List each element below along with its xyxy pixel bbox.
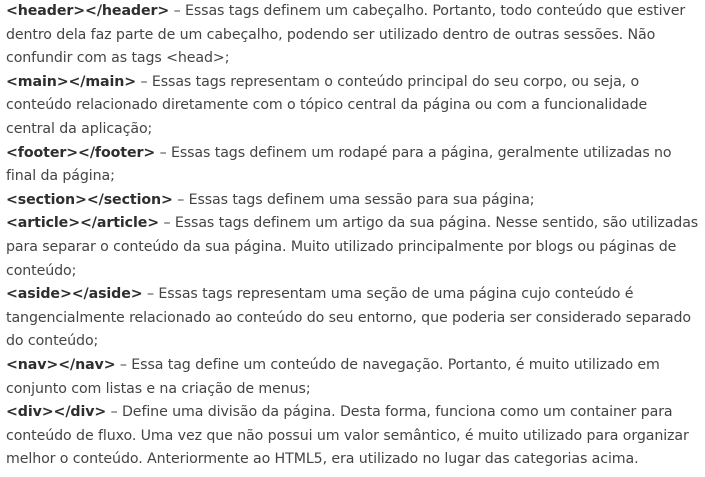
tag-name: <div></div> <box>6 404 107 421</box>
entry-header <box>6 0 699 71</box>
entry-nav <box>6 354 699 401</box>
tag-name: <nav></nav> <box>6 356 116 373</box>
tag-description: – Essas tags definem um artigo da sua página. Nesse sentido, são utilizadas para separar o conteúdo da sua página. Muito utilizado principalmente por blogs ou páginas de conteúdo; <box>6 215 699 279</box>
tag-name: <aside></aside> <box>6 286 143 303</box>
tag-description: – Essas tags definem um rodapé para a página, geralmente utilizadas no final da página; <box>6 144 672 185</box>
entry-aside <box>6 283 699 354</box>
entry-div <box>6 401 699 472</box>
tag-description: – Essas tags representam o conteúdo principal do seu corpo, ou seja, o conteúdo relacionado diretamente com o tópico central da página ou com a funcionalidade central da aplicação; <box>6 73 648 137</box>
entry-article <box>6 212 699 283</box>
entry-main <box>6 71 699 142</box>
entry-section <box>6 189 699 213</box>
entry-footer <box>6 142 699 189</box>
tag-description: – Essas tags definem um cabeçalho. Portanto, todo conteúdo que estiver dentro dela faz parte de um cabeçalho, podendo ser utilizado dentro de outras sessões. Não confundir com as tags <head>; <box>6 3 686 67</box>
tag-name: <header></header> <box>6 3 170 19</box>
tag-description: – Essas tags definem uma sessão para sua página; <box>172 191 535 208</box>
tag-name: <footer></footer> <box>6 144 156 161</box>
tag-name: <main></main> <box>6 73 137 90</box>
tag-name: <article></article> <box>6 215 160 232</box>
tag-description: – Essas tags representam uma seção de uma página cujo conteúdo é tangencialmente relacionado ao conteúdo do seu entorno, que poderia ser considerado separado do conteúdo; <box>6 286 691 350</box>
tag-description: – Essa tag define um conteúdo de navegação. Portanto, é muito utilizado em conjunto com listas e na criação de menus; <box>6 356 660 397</box>
tag-description: – Define uma divisão da página. Desta forma, funciona como um container para conteúdo de fluxo. Uma vez que não possui um valor semântico, é muito utilizado para organizar melhor o conteúdo. Anteriormente ao HTML5, era utilizado no lugar das categorias acima. <box>6 404 689 468</box>
tag-name: <section></section> <box>6 191 173 208</box>
